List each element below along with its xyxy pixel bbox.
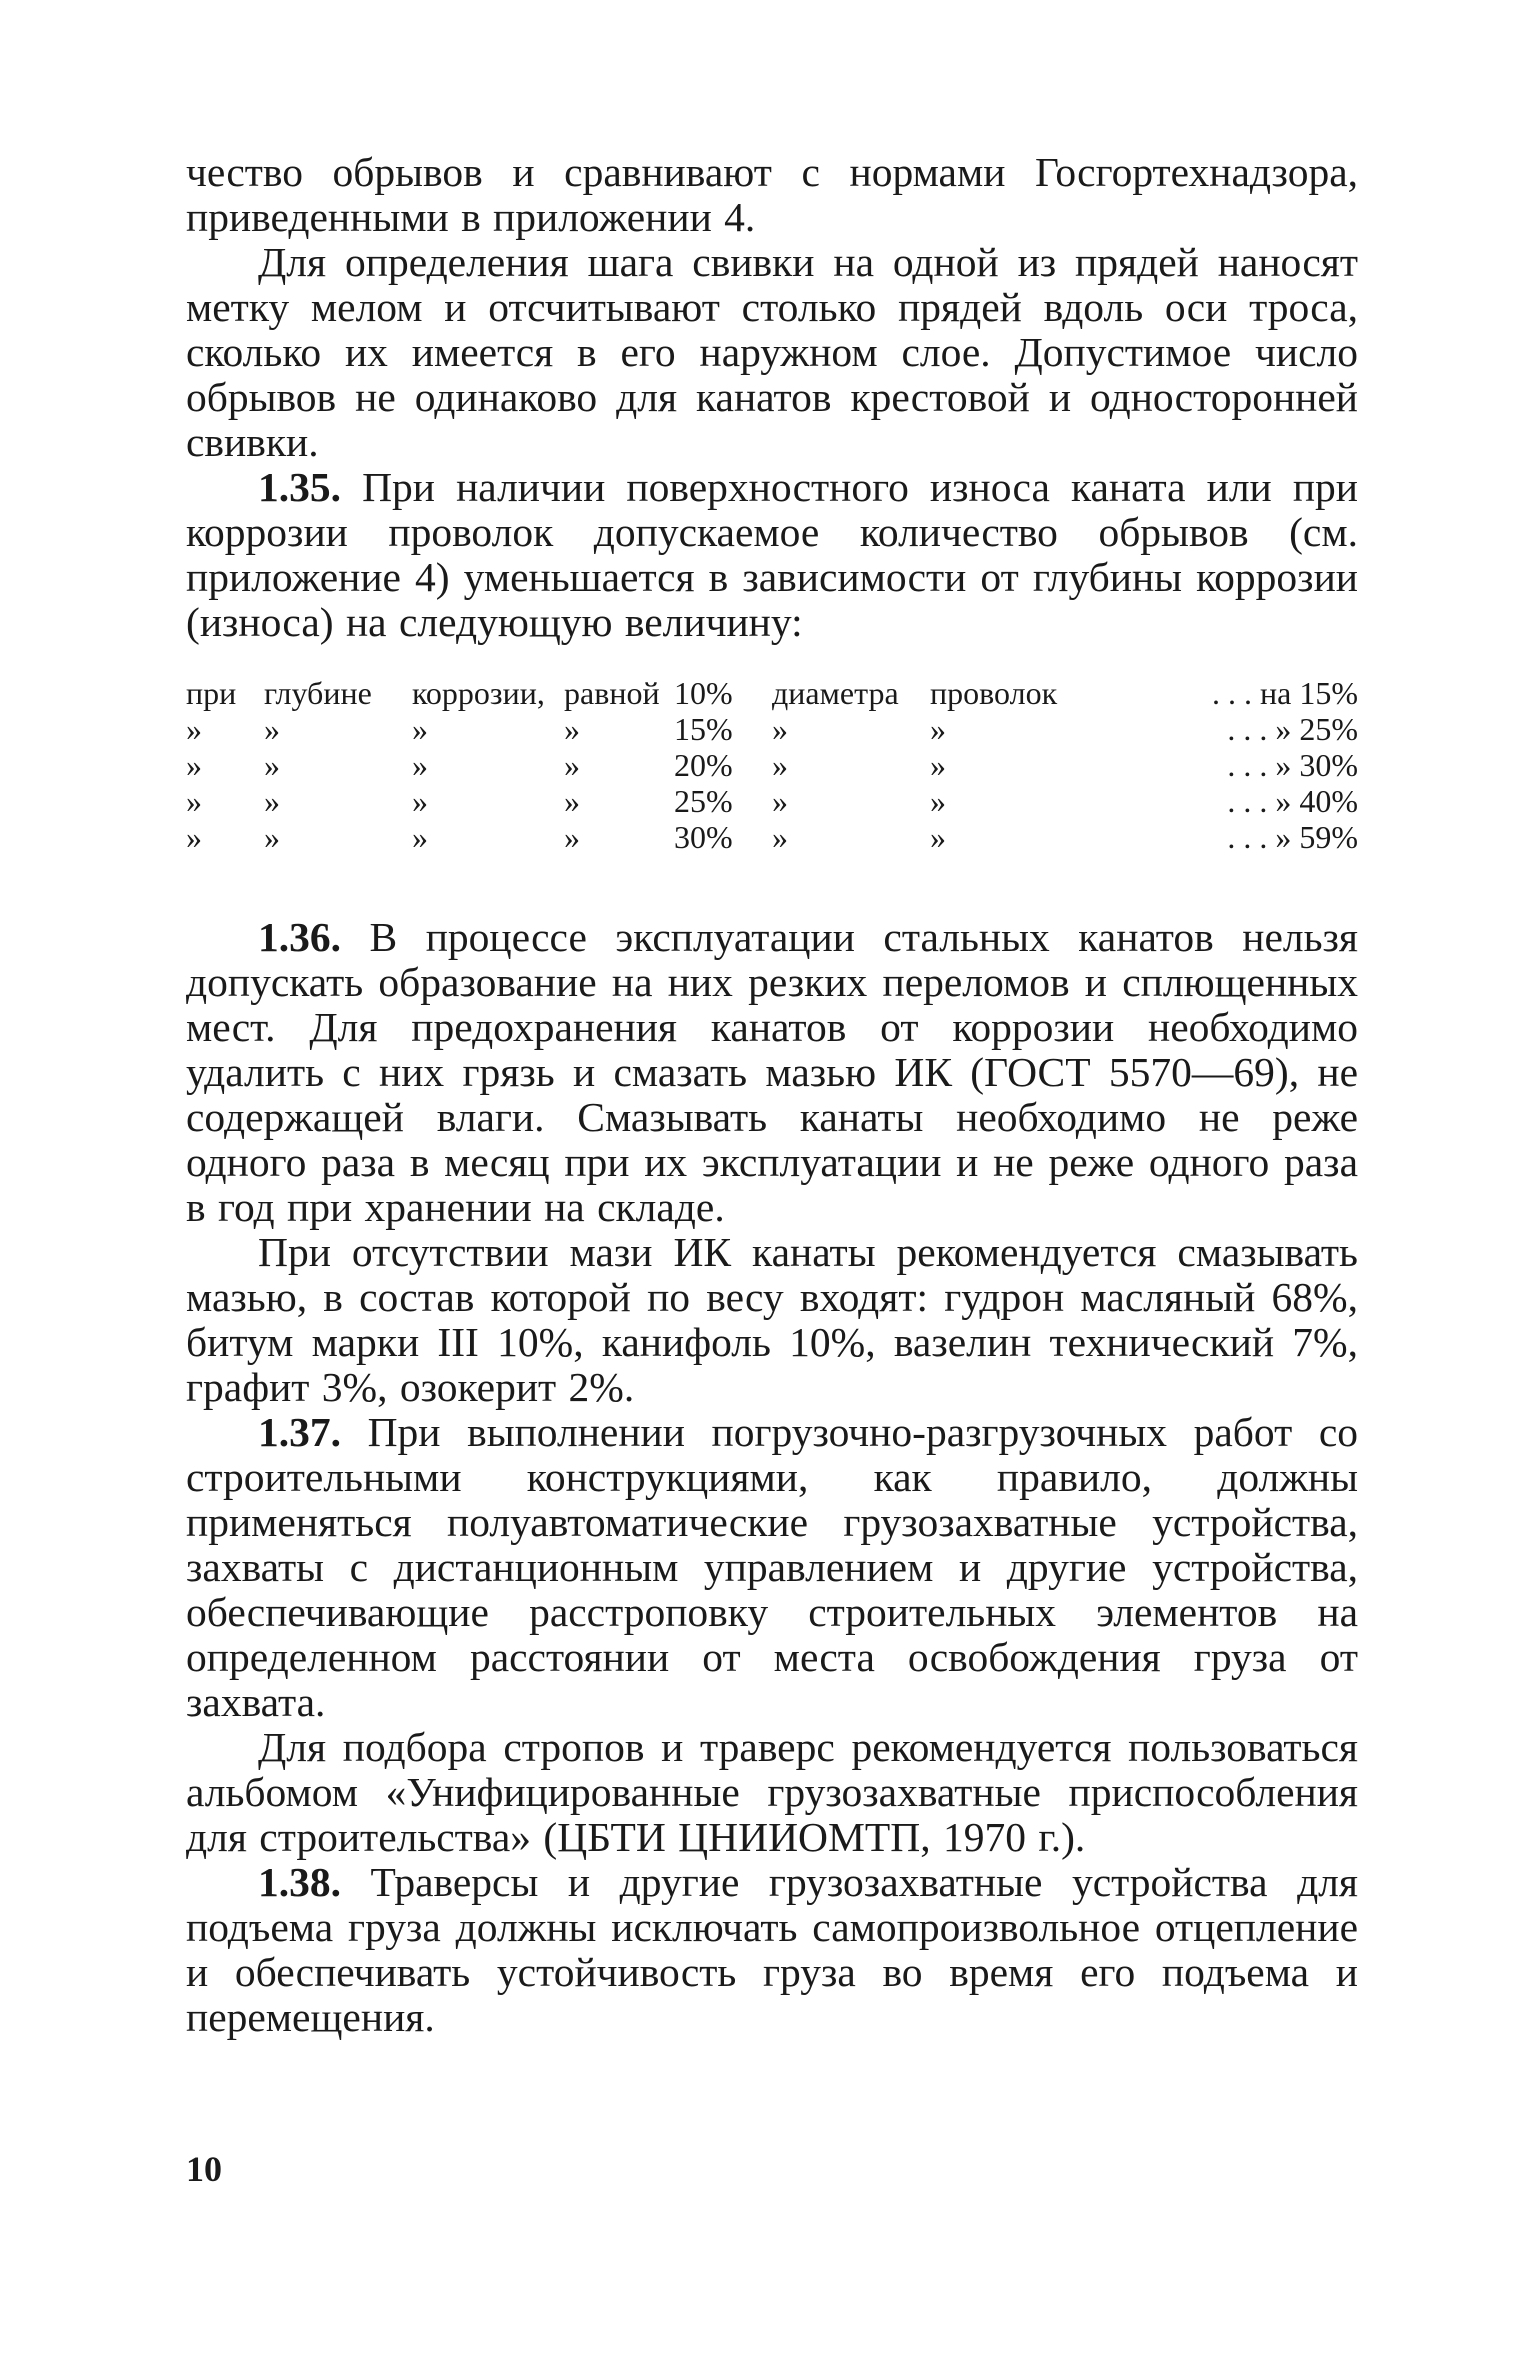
corrosion-table-cell: » bbox=[930, 747, 946, 783]
paragraph-text: Для определения шага свивки на одной из прядей наносят метку мелом и отсчитывают столько прядей вдоль оси троса, сколько их имеется в его наружном слое. Допустимое число обрывов не одинаково для канатов крестовой и односторонней свивки. bbox=[186, 239, 1358, 465]
paragraph-text: В процессе эксплуатации стальных канатов нельзя допускать образование на них резких переломов и сплющенных мест. Для предохранения канатов от коррозии необходимо удалить с них грязь и смазать мазью ИК (ГОСТ 5570—69), не содержащей влаги. Смазывать канаты необходимо не реже одного раза в месяц при их эксплуатации и не реже одного раза в год при хранении на складе. bbox=[186, 914, 1358, 1230]
corrosion-table-cell: » bbox=[772, 711, 788, 747]
corrosion-table-cell: » bbox=[564, 819, 580, 855]
corrosion-table-cell: . . . » 40% bbox=[1227, 783, 1358, 819]
corrosion-table-cell: » bbox=[772, 783, 788, 819]
clause-number: 1.38. bbox=[258, 1859, 341, 1905]
corrosion-table-cell: » bbox=[186, 819, 202, 855]
corrosion-table-cell: » bbox=[264, 783, 280, 819]
paragraph bbox=[186, 1860, 1358, 2040]
corrosion-table-row bbox=[186, 819, 1358, 855]
corrosion-table-cell: » bbox=[564, 783, 580, 819]
corrosion-table-cell: » bbox=[564, 747, 580, 783]
corrosion-table-cell: 10% bbox=[674, 675, 733, 711]
corrosion-table-cell: проволок bbox=[930, 675, 1058, 711]
corrosion-table-row bbox=[186, 747, 1358, 783]
corrosion-table-row bbox=[186, 711, 1358, 747]
corrosion-table-cell: коррозии, bbox=[412, 675, 545, 711]
page-number: 10 bbox=[186, 2149, 222, 2189]
clause-number: 1.37. bbox=[258, 1409, 341, 1455]
corrosion-table-cell: 30% bbox=[674, 819, 733, 855]
paragraph bbox=[186, 1410, 1358, 1725]
clause-number: 1.36. bbox=[258, 914, 341, 960]
corrosion-table-row bbox=[186, 675, 1358, 711]
paragraphs-top bbox=[186, 150, 1358, 645]
paragraph-text: При отсутствии мази ИК канаты рекомендуется смазывать мазью, в состав которой по весу входят: гудрон масляный 68%, битум марки III 10%, канифоль 10%, вазелин технический 7%, графит 3%, озокерит 2%. bbox=[186, 1229, 1358, 1410]
corrosion-table-cell: » bbox=[930, 783, 946, 819]
paragraph-text: Для подбора стропов и траверс рекомендуется пользоваться альбомом «Унифицированные грузозахватные приспособления для строительства» (ЦБТИ ЦНИИОМТП, 1970 г.). bbox=[186, 1724, 1358, 1860]
corrosion-table-cell: 15% bbox=[674, 711, 733, 747]
corrosion-table-cell: » bbox=[772, 747, 788, 783]
corrosion-table-cell: » bbox=[930, 819, 946, 855]
paragraph bbox=[186, 1725, 1358, 1860]
corrosion-table-cell: . . . » 30% bbox=[1227, 747, 1358, 783]
corrosion-table-cell: . . . на 15% bbox=[1212, 675, 1358, 711]
corrosion-table-cell: » bbox=[412, 819, 428, 855]
paragraph bbox=[186, 240, 1358, 465]
corrosion-table-cell: при bbox=[186, 675, 237, 711]
corrosion-table-cell: » bbox=[264, 819, 280, 855]
corrosion-table-cell: » bbox=[564, 711, 580, 747]
corrosion-table-cell: » bbox=[186, 711, 202, 747]
paragraph-text: При наличии поверхностного износа каната или при коррозии проволок допускаемое количество обрывов (см. приложение 4) уменьшается в зависимости от глубины коррозии (износа) на следующую величину: bbox=[186, 464, 1358, 645]
paragraph bbox=[186, 1230, 1358, 1410]
corrosion-table-cell: » bbox=[412, 711, 428, 747]
corrosion-table-cell: » bbox=[186, 783, 202, 819]
paragraph-text: Траверсы и другие грузозахватные устройства для подъема груза должны исключать самопроизвольное отцепление и обеспечивать устойчивость груза во время его подъема и перемещения. bbox=[186, 1859, 1358, 2040]
corrosion-table-cell: . . . » 59% bbox=[1227, 819, 1358, 855]
corrosion-table-body bbox=[186, 675, 1358, 855]
corrosion-table-cell: » bbox=[264, 711, 280, 747]
corrosion-table-cell: диаметра bbox=[772, 675, 899, 711]
paragraph bbox=[186, 465, 1358, 645]
paragraph-text: При выполнении погрузочно-разгрузочных работ со строительными конструкциями, как правило, должны применяться полуавтоматические грузозахватные устройства, захваты с дистанционным управлением и другие устройства, обеспечивающие расстроповку строительных элементов на определенном расстоянии от места освобождения груза от захвата. bbox=[186, 1409, 1358, 1725]
corrosion-table-cell: » bbox=[930, 711, 946, 747]
corrosion-table-cell: » bbox=[264, 747, 280, 783]
paragraphs-bottom bbox=[186, 915, 1358, 2040]
corrosion-table-cell: глубине bbox=[264, 675, 372, 711]
paragraph-text: чество обрывов и сравнивают с нормами Госгортехнадзора, приведенными в приложении 4. bbox=[186, 149, 1358, 240]
corrosion-table-cell: » bbox=[412, 783, 428, 819]
corrosion-table-cell: » bbox=[412, 747, 428, 783]
corrosion-table-cell: 25% bbox=[674, 783, 733, 819]
paragraph bbox=[186, 150, 1358, 240]
corrosion-table-cell: . . . » 25% bbox=[1227, 711, 1358, 747]
corrosion-table-cell: 20% bbox=[674, 747, 733, 783]
corrosion-table bbox=[186, 675, 1358, 855]
corrosion-table-cell: » bbox=[186, 747, 202, 783]
corrosion-table-cell: равной bbox=[564, 675, 660, 711]
clause-number: 1.35. bbox=[258, 464, 341, 510]
corrosion-table-row bbox=[186, 783, 1358, 819]
corrosion-table-cell: » bbox=[772, 819, 788, 855]
document-page bbox=[186, 150, 1358, 2040]
paragraph bbox=[186, 915, 1358, 1230]
